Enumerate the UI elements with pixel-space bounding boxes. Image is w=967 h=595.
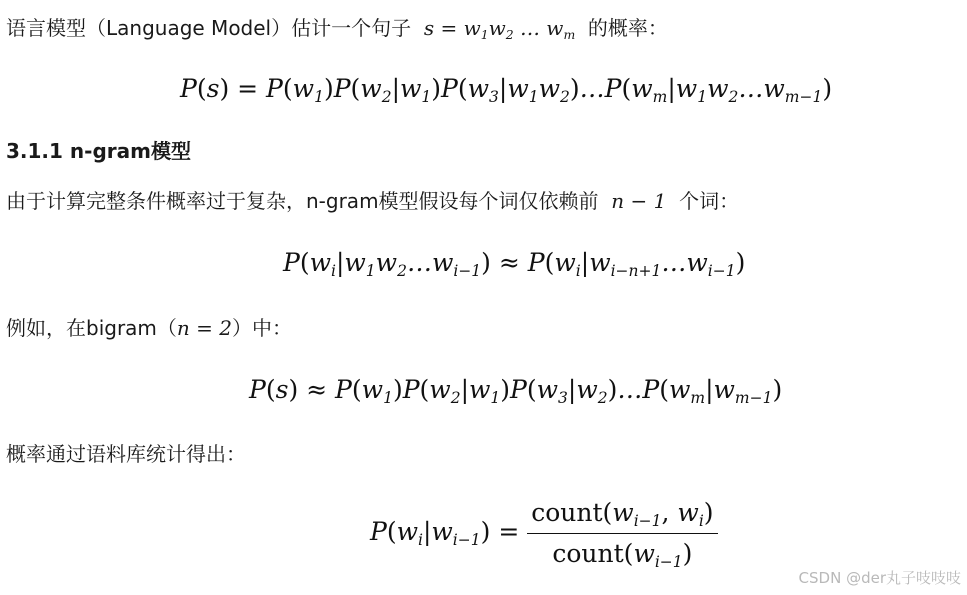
ngram-text-before: 由于计算完整条件概率过于复杂，n-gram模型假设每个词仅依赖前 xyxy=(6,189,599,213)
equation-count: $P(w_i|w_{i-1})$ = $\frac{count(w_{i-1}, w_i)}{count(w_{i-1})}$ xyxy=(370,496,718,571)
n-minus-one: n − 1 xyxy=(604,189,673,213)
bigram-text-before: 例如，在bigram（ xyxy=(6,316,177,340)
intro-text-before: 语言模型（Language Model）估计一个句子 xyxy=(6,16,412,40)
equation-ngram: $P(w_i|w_1w_2\dots w_{i-1})$ ≈ $P(w_i|w_{i-n+1}\dots w_{i-1})$ xyxy=(283,248,746,280)
count-fraction xyxy=(527,496,717,571)
intro-text-after: 的概率： xyxy=(587,16,668,40)
n-equals-two: n = 2 xyxy=(176,316,232,340)
csdn-watermark: CSDN @der丸子吱吱吱 xyxy=(798,569,961,587)
intro-paragraph xyxy=(6,14,668,42)
ngram-text-after: 个词： xyxy=(679,189,740,213)
fraction-denominator: $count(w_{i-1})$ xyxy=(552,539,693,571)
ngram-description xyxy=(6,187,739,215)
section-heading: 3.1.1 n-gram模型 xyxy=(6,139,191,163)
estimation-paragraph: 概率通过语料库统计得出： xyxy=(6,442,246,466)
equation-chain-rule: $P(s) = P(w_1)P(w_2|w_1)P(w_3|w_1w_2)\dots P(w_m|w_1w_2\dots w_{m-1})$ xyxy=(180,74,833,106)
equation-bigram: $P(s) \approx P(w_1)P(w_2|w_1)P(w_3|w_2)\dots P(w_m|w_{m-1})$ xyxy=(249,375,783,407)
sentence-expression: $s = w_1w_2$ … $w_m$ xyxy=(417,16,576,42)
bigram-text-after: ）中： xyxy=(232,316,292,340)
fraction-numerator: $count(w_{i-1}$, $w_i$) xyxy=(527,496,717,534)
bigram-example xyxy=(6,314,292,342)
